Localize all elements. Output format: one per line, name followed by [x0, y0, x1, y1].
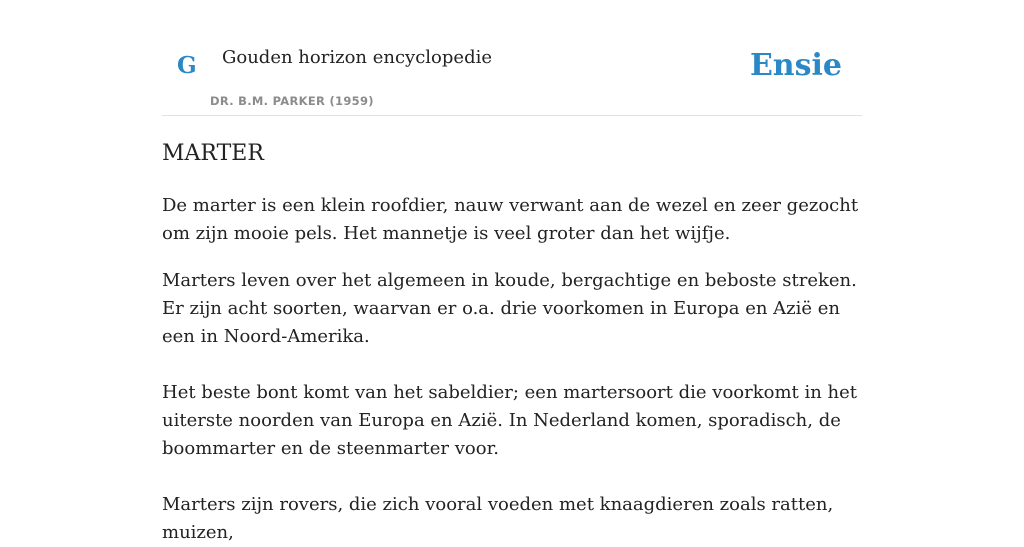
- entry-body: [162, 192, 862, 547]
- entry-title: MARTER: [162, 141, 264, 166]
- book-header: [162, 0, 862, 116]
- book-author: DR. B.M. PARKER (1959): [210, 94, 374, 108]
- entry-paragraph: Het beste bont komt van het sabeldier; een martersoort die voorkomt in het uiterste noorden van Europa en Azië. In Nederland komen, sporadisch, de boommarter en de steenmarter voor.: [162, 382, 858, 459]
- book-logo[interactable]: G: [177, 52, 197, 79]
- book-title-link[interactable]: Gouden horizon encyclopedie: [222, 47, 492, 68]
- entry-paragraph: Marters zijn rovers, die zich vooral voeden met knaagdieren zoals ratten, muizen,: [162, 494, 834, 543]
- ensie-brand-logo[interactable]: Ensie: [749, 48, 842, 83]
- entry-paragraph: De marter is een klein roofdier, nauw verwant aan de wezel en zeer gezocht om zijn mooie pels. Het mannetje is veel groter dan het wijfje.: [162, 195, 859, 244]
- entry-paragraph: Marters leven over het algemeen in koude, bergachtige en beboste streken. Er zijn acht soorten, waarvan er o.a. drie voorkomen in Europa en Azië en een in Noord-Amerika.: [162, 270, 857, 347]
- page-container: [162, 0, 862, 543]
